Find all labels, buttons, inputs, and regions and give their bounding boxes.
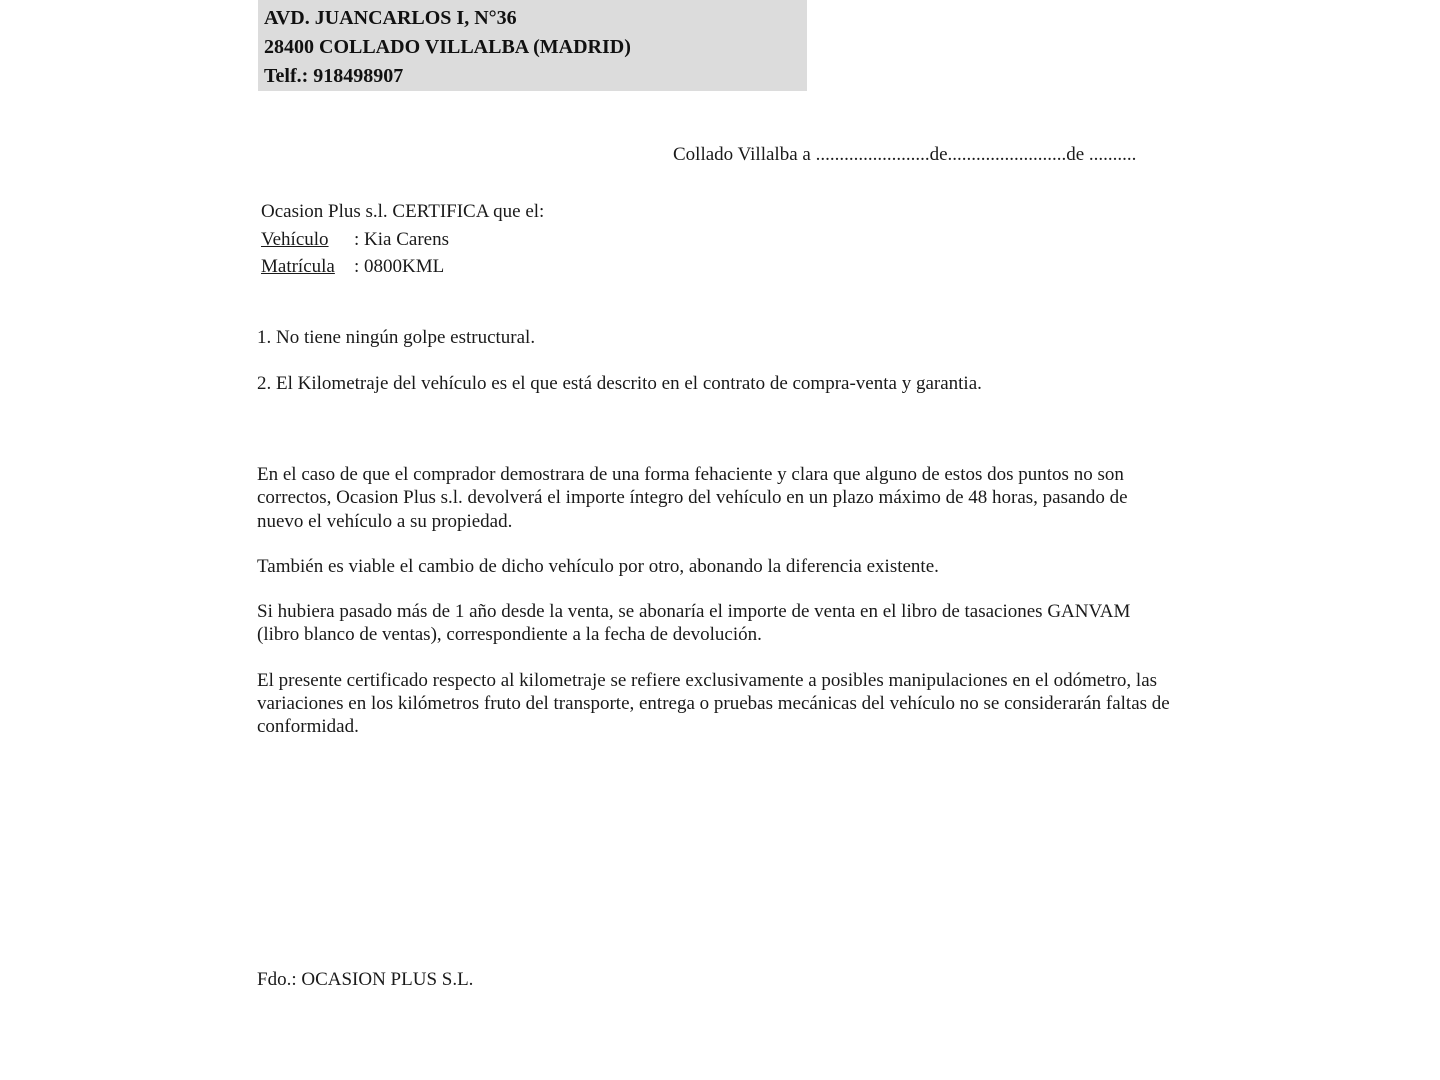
address-phone: Telf.: 918498907 (264, 65, 404, 87)
vehicle-label: Vehículo (261, 228, 329, 250)
plate-label: Matrícula (261, 256, 335, 277)
paragraph-ganvam: Si hubiera pasado más de 1 año desde la venta, se abonaría el importe de venta en el libro de tasaciones GANVAM (libro blanco de ventas), correspondiente a la fecha de devolución. (257, 601, 1131, 646)
certified-points (257, 326, 982, 418)
vehicle-value: : Kia Carens (354, 228, 449, 250)
certification-intro: Ocasion Plus s.l. CERTIFICA que el: (261, 201, 545, 222)
paragraph-exchange: También es viable el cambio de dicho vehículo por otro, abonando la diferencia existente. (257, 555, 939, 577)
company-address-header (258, 0, 807, 91)
certification-block (261, 198, 544, 281)
signature-line: Fdo.: OCASION PLUS S.L. (257, 969, 474, 990)
plate-row (261, 253, 544, 281)
point-item: 2. El Kilometraje del vehículo es el que está descrito en el contrato de compra-venta y garantia. (257, 373, 982, 394)
paragraph-refund: En el caso de que el comprador demostrara de una forma fehaciente y clara que alguno de estos dos puntos no son correctos, Ocasion Plus s.l. devolverá el importe íntegro del vehículo en un plazo máximo de 48 horas, pasando de nuevo el vehículo a su propiedad. (257, 464, 1128, 532)
conditions-text (257, 463, 1177, 761)
paragraph-mileage-scope: El presente certificado respecto al kilometraje se refiere exclusivamente a posibles manipulaciones en el odómetro, las variaciones en los kilómetros fruto del transporte, entrega o pruebas mecánicas del vehículo no se considerarán faltas de conformidad. (257, 669, 1170, 738)
point-item: 1. No tiene ningún golpe estructural. (257, 327, 536, 348)
address-city: 28400 COLLADO VILLALBA (MADRID) (264, 36, 631, 58)
plate-value: : 0800KML (354, 256, 445, 277)
place-date-line: Collado Villalba a ........................de.........................de .......... (673, 144, 1137, 165)
vehicle-row (261, 226, 544, 254)
address-street: AVD. JUANCARLOS I, N°36 (264, 7, 517, 29)
